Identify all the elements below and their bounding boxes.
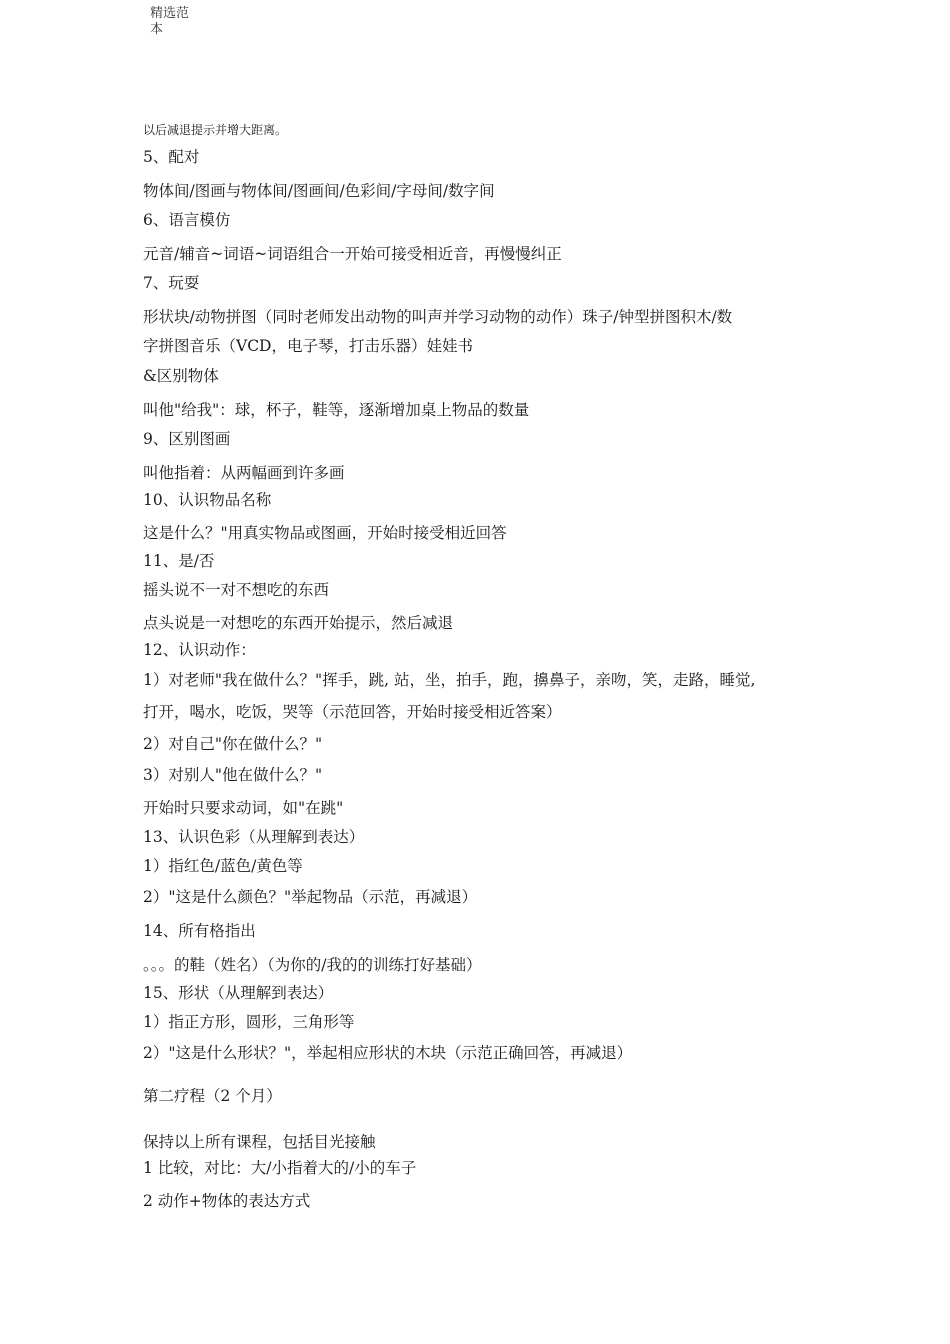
text-line: 形状块/动物拼图（同时老师发出动物的叫声并学习动物的动作）珠子/钟型拼图积木/数 (143, 308, 733, 326)
text-line: 元音/辅音~词语~词语组合一开始可接受相近音，再慢慢纠正 (143, 245, 562, 263)
text-line: 2）"这是什么颜色？"举起物品（示范，再减退） (143, 888, 478, 906)
text-line: 摇头说不一对不想吃的东西 (143, 581, 330, 599)
text-line: 字拼图音乐（VCD，电子琴，打击乐器）娃娃书 (143, 337, 473, 355)
text-line: 开始时只要求动词，如"在跳" (143, 799, 344, 817)
text-line: 这是什么？"用真实物品或图画，开始时接受相近回答 (143, 524, 507, 542)
section-heading: 7、玩耍 (143, 274, 200, 292)
text-line: 叫他"给我"：球，杯子，鞋等，逐渐增加桌上物品的数量 (143, 401, 530, 419)
section-heading: 6、语言模仿 (143, 211, 231, 229)
text-line: 点头说是一对想吃的东西开始提示，然后减退 (143, 614, 454, 632)
text-line: 叫他指着：从两幅画到许多画 (143, 464, 345, 482)
text-line: 1）指正方形，圆形，三角形等 (143, 1013, 355, 1031)
section-heading: 14、所有格指出 (143, 922, 256, 940)
text-line: 以后减退提示并增大距离。 (143, 123, 288, 137)
text-line: 2）"这是什么形状？"，举起相应形状的木块（示范正确回答，再减退） (143, 1044, 633, 1062)
section-heading: 11、是/否 (143, 552, 215, 570)
section-heading: 第二疗程（2 个月） (143, 1087, 282, 1105)
text-line: 保持以上所有课程，包括目光接触 (143, 1133, 376, 1151)
section-heading: &区别物体 (143, 367, 219, 385)
text-line: 3）对别人"他在做什么？" (143, 766, 323, 784)
text-line: 1）对老师"我在做什么？"挥手，跳, 站，坐，拍手，跑，擤鼻子，亲吻，笑，走路，睡觉, (143, 671, 756, 689)
text-line: 2）对自己"你在做什么？" (143, 735, 323, 753)
text-line: 。。。的鞋（姓名）（为你的/我的的训练打好基础） (143, 956, 482, 974)
section-heading: 9、区别图画 (143, 430, 231, 448)
text-line: 2 动作+物体的表达方式 (143, 1192, 311, 1210)
section-heading: 12、认识动作： (143, 641, 256, 659)
section-heading: 15、形状（从理解到表达） (143, 984, 334, 1002)
text-line: 物体间/图画与物体间/图画间/色彩间/字母间/数字间 (143, 182, 495, 200)
text-line: 打开，喝水，吃饭，哭等（示范回答，开始时接受相近答案） (143, 703, 562, 721)
text-line: 1）指红色/蓝色/黄色等 (143, 857, 303, 875)
header-line-2: 本 (150, 22, 164, 37)
section-heading: 5、配对 (143, 148, 200, 166)
header-line-1: 精选范 (150, 6, 190, 21)
text-line: 1 比较，对比：大/小指着大的/小的车子 (143, 1159, 417, 1177)
section-heading: 10、认识物品名称 (143, 491, 272, 509)
section-heading: 13、认识色彩（从理解到表达） (143, 828, 365, 846)
header-watermark (150, 6, 200, 38)
